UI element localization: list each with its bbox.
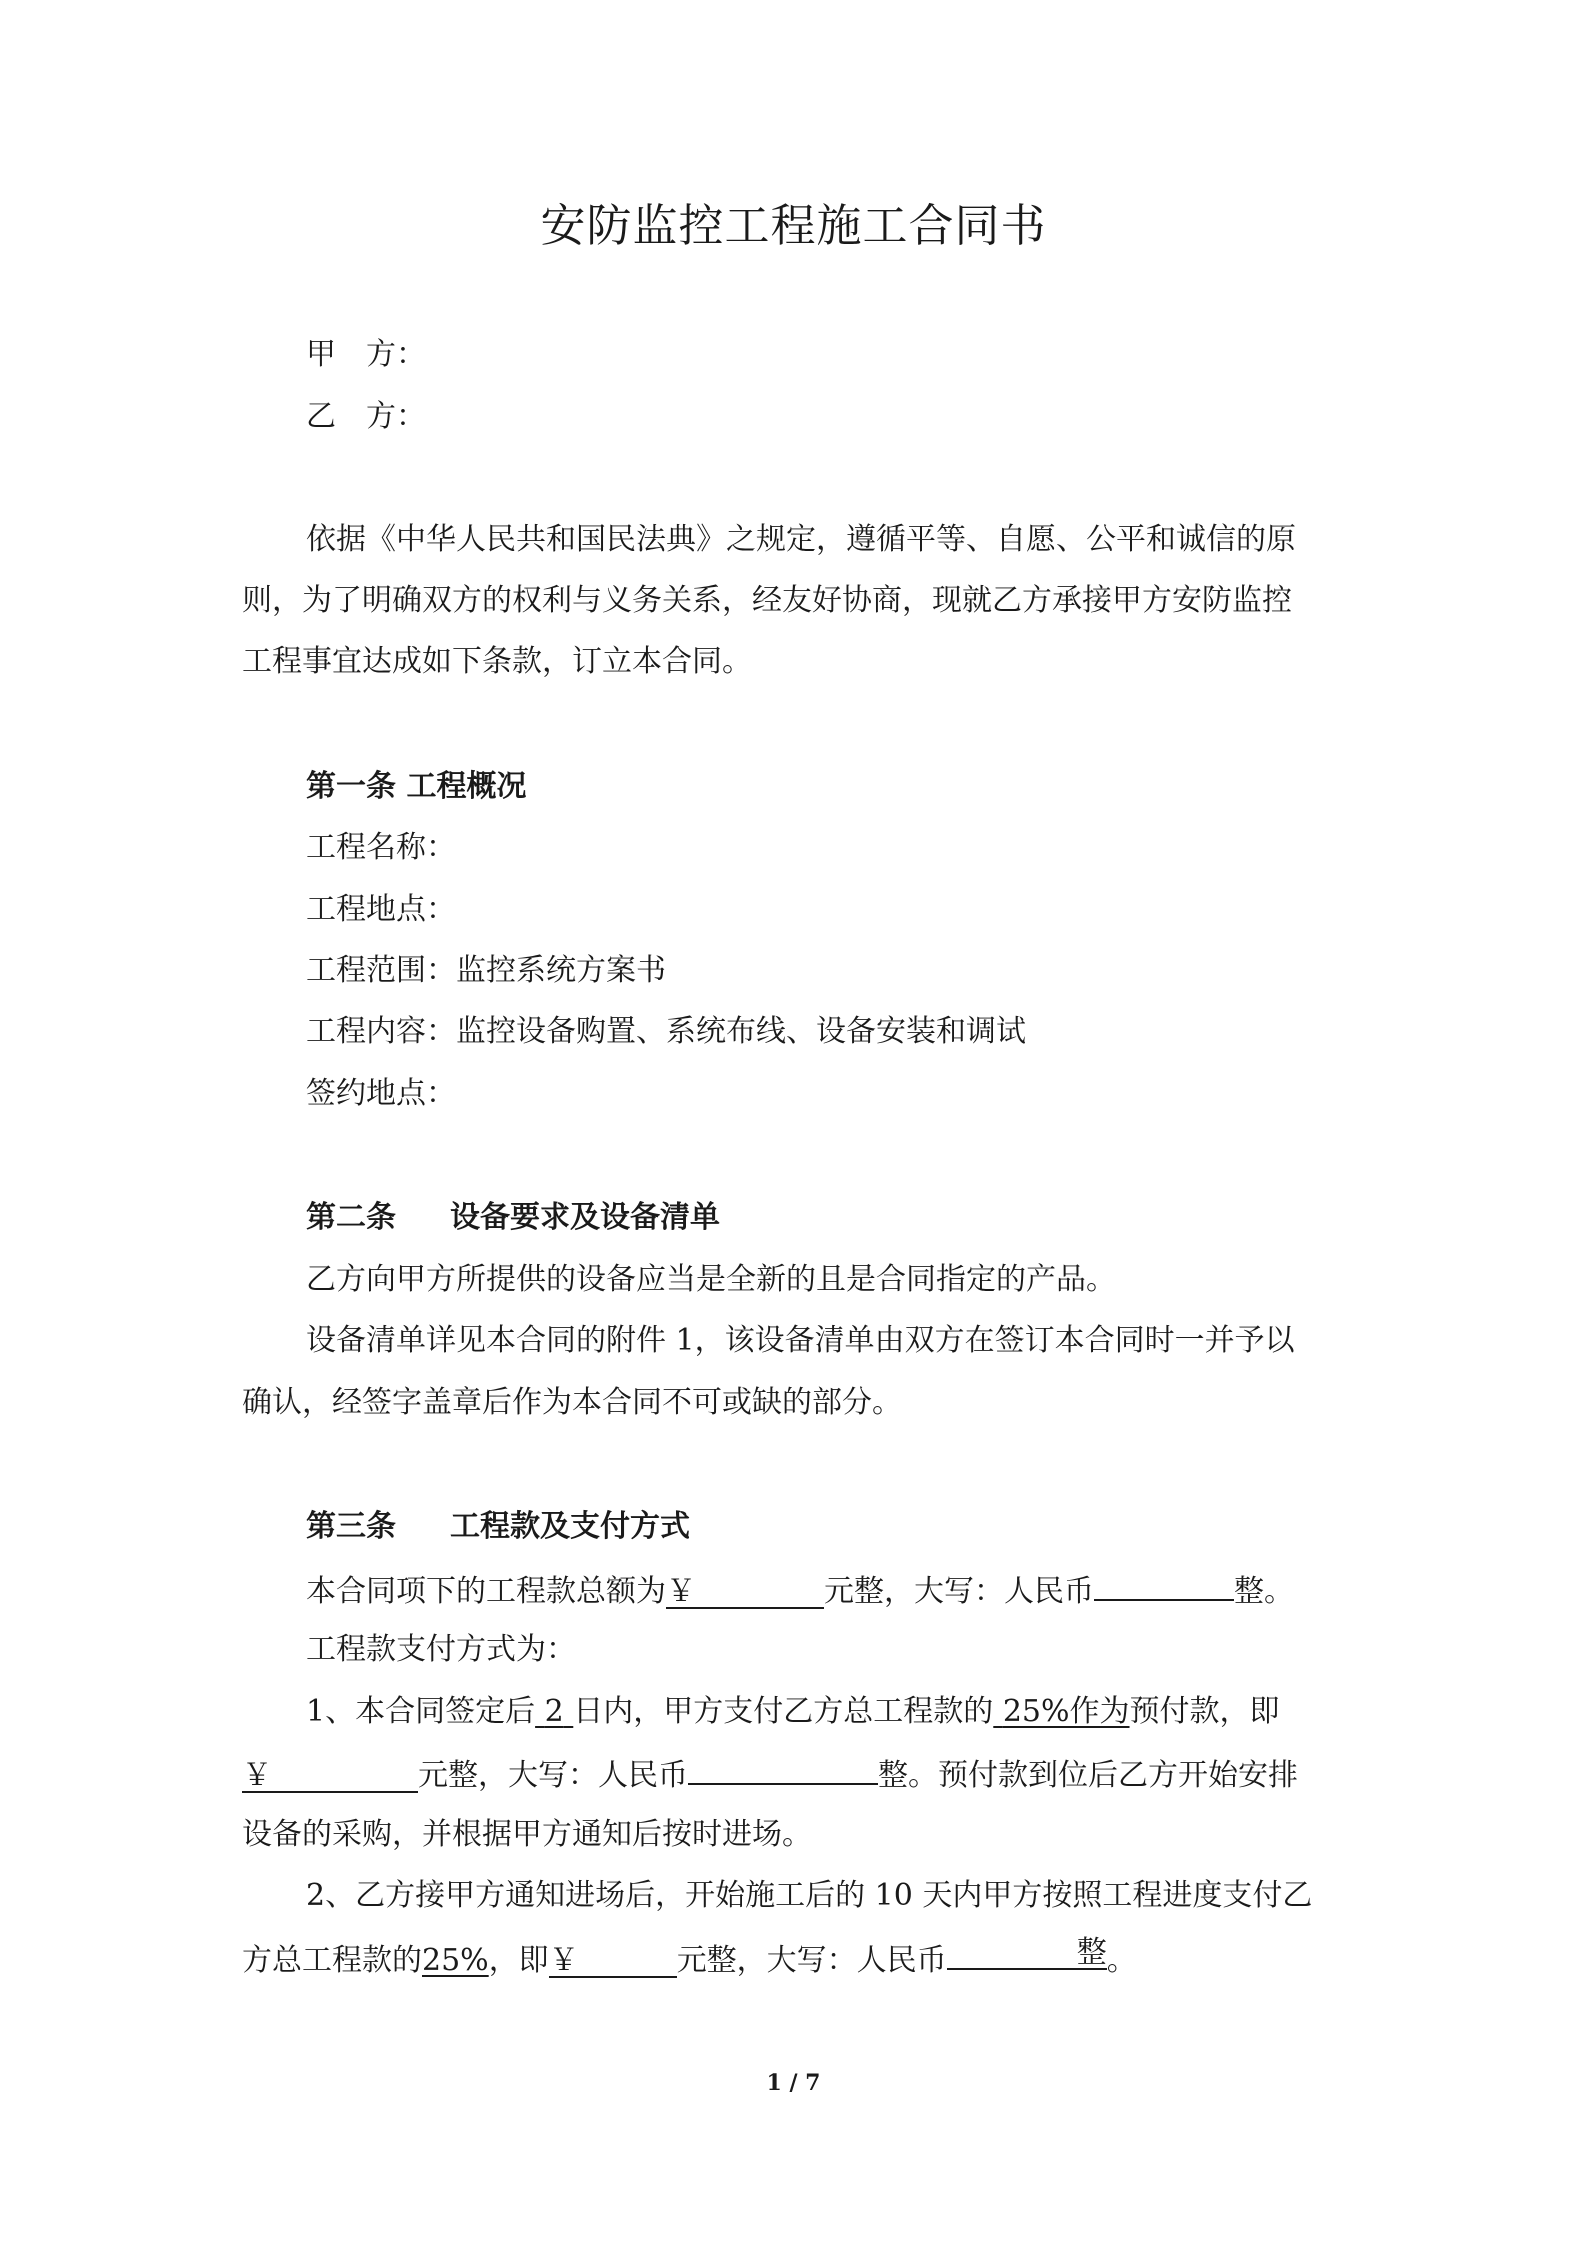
article-2-paragraph-2a: 设备清单详见本合同的附件 1，该设备清单由双方在签订本合同时一并予以 [306,1323,1295,1358]
article-3-number: 第三条 [306,1509,396,1544]
article-1-heading: 第一条 工程概况 [306,769,527,804]
intro-line-3: 工程事宜达成如下条款，订立本合同。 [242,644,752,679]
total-amount-label: 本合同项下的工程款总额为 [306,1574,666,1609]
item-2-words-label: 元整，大写：人民币 [676,1943,947,1978]
item-1-days-value: 2 [544,1694,564,1729]
project-location-field: 工程地点： [306,892,456,927]
total-amount-blank [666,1574,824,1609]
payment-item-2-line-2 [242,1935,1352,1981]
item-2-amount-blank [548,1943,677,1978]
item-1-words-blank [688,1753,878,1785]
item-1-text-c: 预付款，即 [1129,1694,1280,1729]
article-2-title: 设备要求及设备清单 [450,1200,720,1235]
signing-place-field: 签约地点： [306,1076,456,1111]
item-1-percent-value: 25%作为 [1002,1694,1130,1729]
article-2-paragraph-2b: 确认，经签字盖章后作为本合同不可或缺的部分。 [242,1385,902,1420]
item-2-period: 。 [1106,1943,1137,1978]
payment-method-label: 工程款支付方式为： [306,1632,576,1667]
article-2-heading [306,1198,1352,1238]
party-a-label: 甲 方： [306,337,426,372]
yen-sign: ￥ [666,1574,696,1609]
item-1-text-d: 整。预付款到位后乙方开始安排 [878,1758,1298,1793]
document-title: 安防监控工程施工合同书 [540,199,1047,252]
project-name-field: 工程名称： [306,830,456,865]
item-2-zheng: 整 [1076,1935,1107,1970]
item-1-text-a: 1、本合同签定后 [306,1694,536,1729]
zheng-text: 整。 [1234,1574,1294,1609]
payment-item-1-line-3: 设备的采购，并根据甲方通知后按时进场。 [242,1817,812,1852]
article-2-paragraph-1: 乙方向甲方所提供的设备应当是全新的且是合同指定的产品。 [306,1262,1116,1297]
item-2-text-c: ，即 [488,1943,549,1978]
payment-item-2-line-1: 2、乙方接甲方通知进场后，开始施工后的 10 天内甲方按照工程进度支付乙 [306,1878,1313,1913]
intro-line-2: 则，为了明确双方的权利与义务关系，经友好协商，现就乙方承接甲方安防监控 [242,583,1292,618]
article-3-heading [306,1507,1352,1547]
total-amount-line [306,1569,1352,1612]
yen-sign: ￥ [242,1758,272,1793]
article-3-title: 工程款及支付方式 [450,1509,690,1544]
item-1-days [535,1694,573,1729]
article-2-number: 第二条 [306,1200,396,1235]
item-2-text-b: 方总工程款的 [242,1943,422,1978]
item-2-words-blank [947,1935,1107,1970]
page-number: 1 / 7 [766,2070,821,2096]
payment-item-1-line-1 [306,1692,1352,1732]
total-amount-words-blank [1094,1569,1234,1601]
item-1-words-label: 元整，大写：人民币 [418,1758,688,1793]
project-scope-field: 工程范围：监控系统方案书 [306,953,666,988]
total-amount-words-label: 元整，大写：人民币 [824,1574,1094,1609]
item-1-text-b: 日内，甲方支付乙方总工程款的 [573,1694,994,1729]
intro-line-1: 依据《中华人民共和国民法典》之规定，遵循平等、自愿、公平和诚信的原 [306,522,1296,557]
project-content-field: 工程内容：监控设备购置、系统布线、设备安装和调试 [306,1014,1026,1049]
item-2-percent: 25% [422,1943,489,1978]
item-1-amount-blank [242,1758,418,1793]
yen-sign: ￥ [548,1943,579,1978]
item-1-percent [993,1694,1129,1729]
payment-item-1-line-2 [242,1753,1352,1796]
party-b-label: 乙 方： [306,399,426,434]
